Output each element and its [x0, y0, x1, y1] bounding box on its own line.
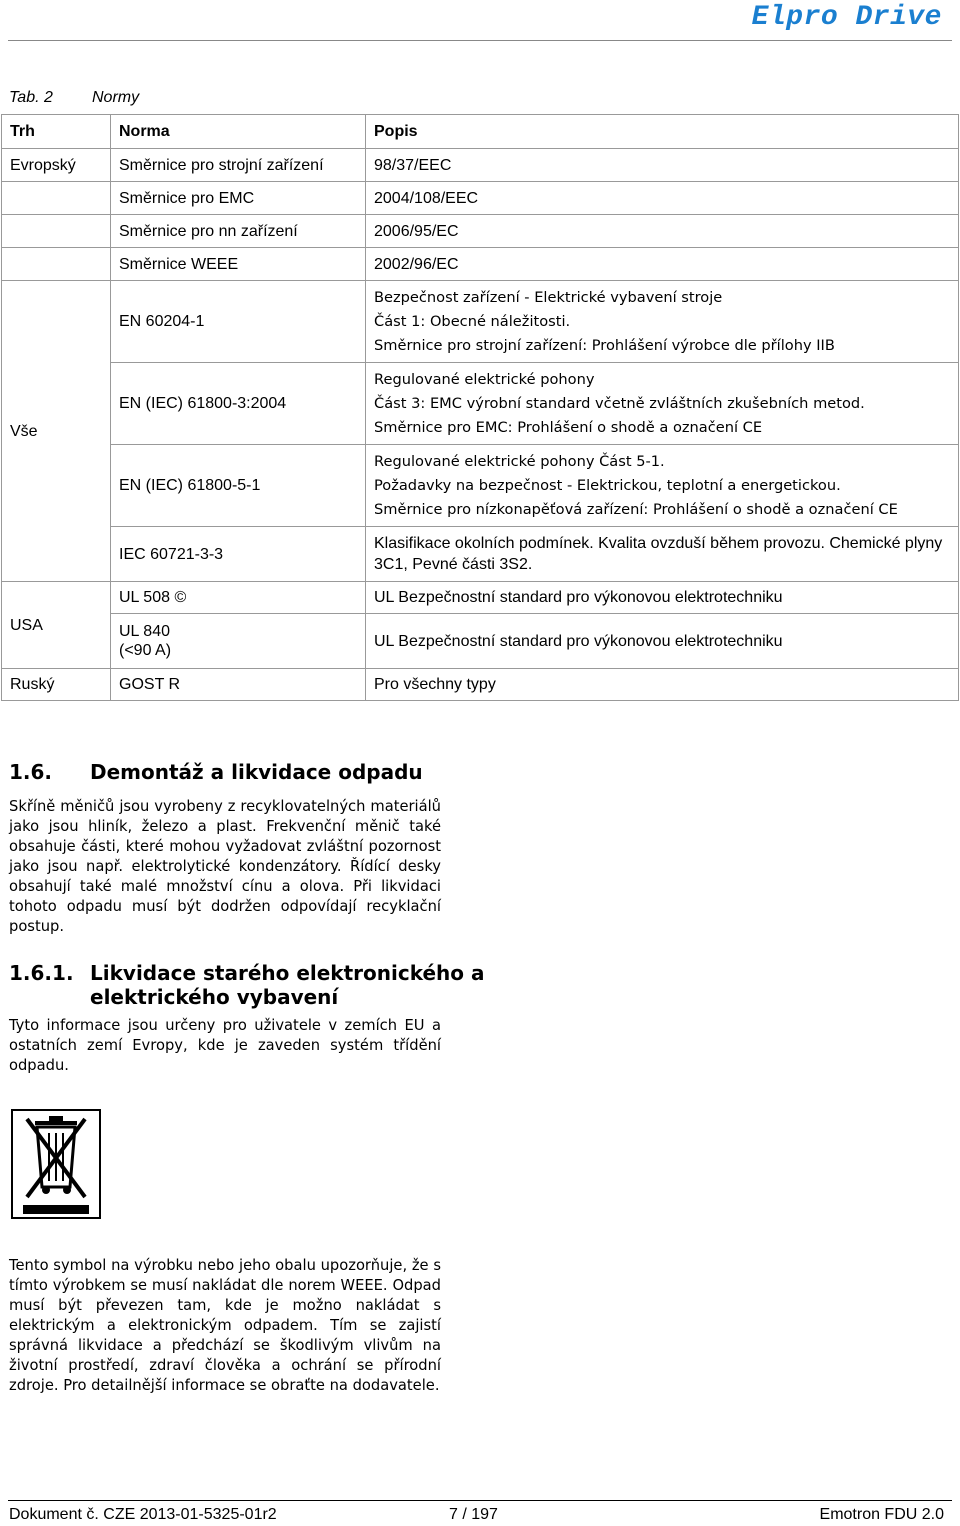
description-line: Směrnice pro nízkonapěťová zařízení: Prohlášení o shodě a označení CE: [374, 500, 898, 518]
table-row: [2, 182, 959, 215]
description-cell: [366, 363, 959, 445]
header-market: Trh: [2, 115, 111, 149]
norm-cell: EN (IEC) 61800-5-1: [111, 445, 366, 527]
description-cell: [366, 281, 959, 363]
norm-cell: IEC 60721-3-3: [111, 527, 366, 582]
norm-cell: UL 508 ©: [111, 582, 366, 614]
footer-page-number: 7 / 197: [449, 1506, 498, 1523]
description-cell: UL Bezpečnostní standard pro výkonovou elektrotechniku: [366, 614, 959, 669]
description-cell: UL Bezpečnostní standard pro výkonovou elektrotechniku: [366, 582, 959, 614]
norm-line: (<90 A): [119, 642, 172, 659]
brand-logo: Elpro Drive: [751, 2, 942, 33]
table-row: [2, 445, 959, 527]
norm-cell: EN (IEC) 61800-3:2004: [111, 363, 366, 445]
description-line: Část 3: EMC výrobní standard včetně zvláštních zkušebních metod.: [374, 394, 865, 412]
weee-crossed-bin-icon: [11, 1109, 101, 1219]
description-cell: Klasifikace okolních podmínek. Kvalita ovzduší během provozu. Chemické plyny 3C1, Pevné části 3S2.: [366, 527, 959, 582]
market-cell: Ruský: [2, 669, 111, 701]
footer-document-number: Dokument č. CZE 2013-01-5325-01r2: [9, 1506, 277, 1523]
table-caption: [9, 89, 140, 107]
table-header-row: [2, 115, 959, 149]
market-cell-empty: [2, 182, 111, 215]
section-number: 1.6.: [9, 760, 53, 784]
header-rule: [8, 40, 952, 41]
table-row: [2, 281, 959, 363]
norm-cell: Směrnice pro EMC: [111, 182, 366, 215]
norm-line: UL 840: [119, 623, 170, 640]
description-line: Regulované elektrické pohony: [374, 370, 595, 388]
section-title: Demontáž a likvidace odpadu: [90, 760, 423, 784]
description-cell: 2006/95/EC: [366, 215, 959, 248]
norm-cell: [111, 614, 366, 669]
table-row: [2, 149, 959, 182]
market-cell-empty: [2, 215, 111, 248]
section-heading-1-6: [9, 760, 449, 786]
description-line: Regulované elektrické pohony Část 5-1.: [374, 452, 665, 470]
section-title: Likvidace starého elektronického a elektrického vybavení: [90, 961, 485, 1009]
norm-cell: EN 60204-1: [111, 281, 366, 363]
footer-rule: [8, 1500, 952, 1501]
description-line: Požadavky na bezpečnost - Elektrickou, teplotní a energetickou.: [374, 476, 841, 494]
market-cell: USA: [2, 582, 111, 669]
description-line: Část 1: Obecné náležitosti.: [374, 312, 571, 330]
norm-cell: GOST R: [111, 669, 366, 701]
description-cell: 98/37/EEC: [366, 149, 959, 182]
norm-cell: Směrnice pro nn zařízení: [111, 215, 366, 248]
description-cell: [366, 445, 959, 527]
paragraph-eu-info: Tyto informace jsou určeny pro uživatele v zemích EU a ostatních zemí Evropy, kde je zaveden systém třídění odpadu.: [9, 1017, 441, 1074]
table-row: [2, 527, 959, 582]
header-norm: Norma: [111, 115, 366, 149]
table-row: [2, 215, 959, 248]
description-cell: 2004/108/EEC: [366, 182, 959, 215]
table-row: [2, 669, 959, 701]
norms-table: [1, 114, 959, 701]
header-description: Popis: [366, 115, 959, 149]
norm-cell: Směrnice pro strojní zařízení: [111, 149, 366, 182]
section-number: 1.6.1.: [9, 961, 74, 985]
norm-cell: Směrnice WEEE: [111, 248, 366, 281]
market-cell: Vše: [2, 281, 111, 582]
table-row: [2, 582, 959, 614]
description-cell: 2002/96/EC: [366, 248, 959, 281]
table-row: [2, 363, 959, 445]
table-row: [2, 248, 959, 281]
section-heading-1-6-1: [9, 961, 489, 1011]
table-row: [2, 614, 959, 669]
market-cell: Evropský: [2, 149, 111, 182]
description-cell: Pro všechny typy: [366, 669, 959, 701]
weee-crossed-bin-graphic: [13, 1111, 99, 1217]
table-caption-title: Normy: [92, 89, 140, 106]
description-line: Směrnice pro strojní zařízení: Prohlášení výrobce dle přílohy IIB: [374, 336, 835, 354]
description-line: Bezpečnost zařízení - Elektrické vybavení stroje: [374, 288, 723, 306]
market-cell-empty: [2, 248, 111, 281]
paragraph-weee-symbol: Tento symbol na výrobku nebo jeho obalu upozorňuje, že s tímto výrobkem se musí nakládat dle norem WEEE. Odpad musí být převezen tam, kde je možno nakládat s elektrickým a elektronickým odpadem. Tím se zajistí správná likvidace a předchází se škodlivým vlivům na životní prostředí, zdraví člověka a ochrání se přírodní zdroje. Pro detailnější informace se obraťte na dodavatele.: [9, 1257, 441, 1394]
table-caption-number: Tab. 2: [9, 89, 53, 106]
footer-product: Emotron FDU 2.0: [819, 1506, 944, 1523]
paragraph-disposal: Skříně měničů jsou vyrobeny z recyklovatelných materiálů jako jsou hliník, železo a plast. Frekvenční měnič také obsahuje části, které mohou vyžadovat zvláštní pozornost jako jsou např. elektrolytické kondenzátory. Řídící desky obsahují také malé množství cínu a olova. Při likvidaci tohoto odpadu musí být dodržen odpovídají recyklační postup.: [9, 798, 441, 935]
description-line: Směrnice pro EMC: Prohlášení o shodě a označení CE: [374, 418, 763, 436]
